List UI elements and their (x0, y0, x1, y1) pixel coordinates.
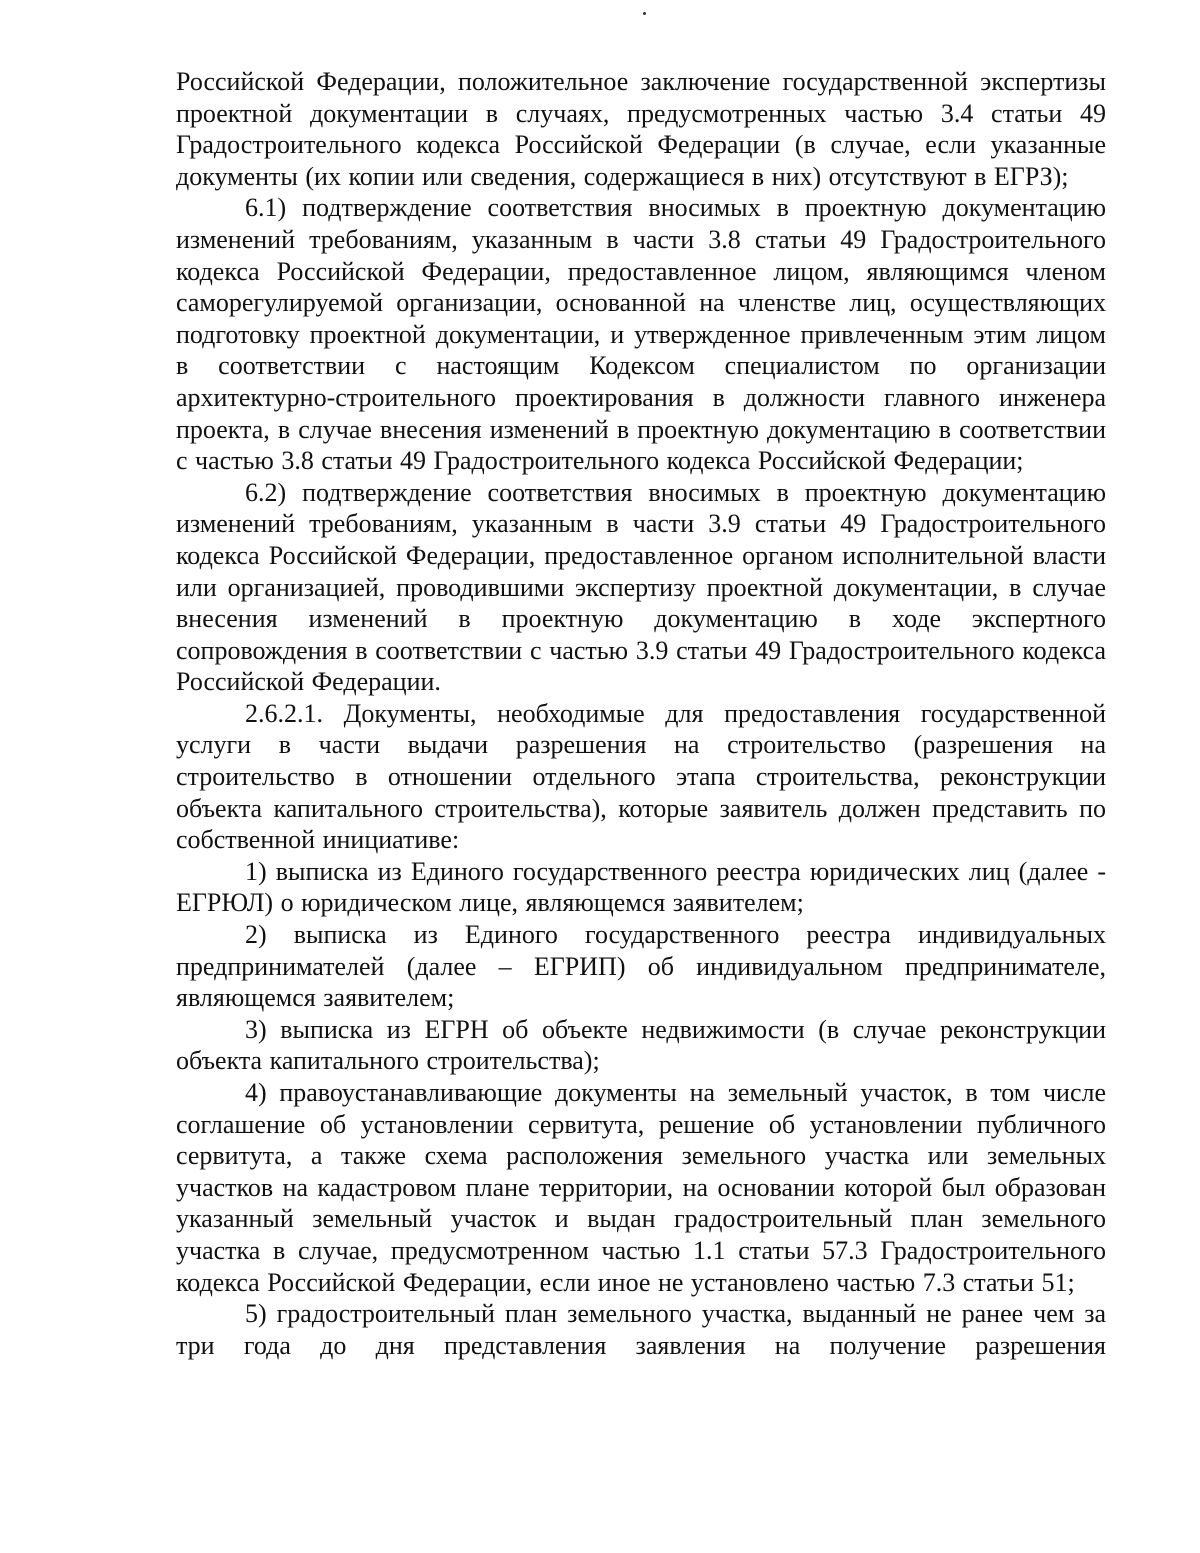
paragraph-item-6-1: 6.1) подтверждение соответствия вносимых в проектную документацию изменений требованиям, указанным в части 3.8 статьи 49 Градостроительного кодекса Российской Федерации, предоставленное лицом, являющимся членом саморегулируемой организации, основанной на членстве лиц, осуществляющих подготовку проектной документации, и утвержденное привлеченным этим лицом в соответствии с настоящим Кодексом специалистом по организации архитектурно-строительного проектирования в должности главного инженера проекта, в случае внесения изменений в проектную документацию в соответствии с частью 3.8 статьи 49 Градостроительного кодекса Российской Федерации; (176, 193, 1106, 476)
paragraph-item-2: 2) выписка из Единого государственного реестра индивидуальных предпринимателей (далее – ЕГРИП) об индивидуальном предпринимателе, являющемся заявителем; (176, 920, 1106, 1013)
paragraph-item-5: 5) градостроительный план земельного участка, выданный не ранее чем за три года до дня представления заявления на получение разрешения (176, 1299, 1106, 1360)
paragraph-item-3: 3) выписка из ЕГРН об объекте недвижимости (в случае реконструкции объекта капитального строительства); (176, 1014, 1106, 1076)
scan-speck (643, 12, 646, 15)
document-body (176, 66, 1106, 1361)
paragraph-item-6-2: 6.2) подтверждение соответствия вносимых в проектную документацию изменений требованиям, указанным в части 3.9 статьи 49 Градостроительного кодекса Российской Федерации, предоставленное органом исполнительной власти или организацией, проводившими экспертизу проектной документации, в случае внесения изменений в проектную документацию в ходе экспертного сопровождения в соответствии с частью 3.9 статьи 49 Градостроительного кодекса Российской Федерации. (176, 477, 1106, 697)
paragraph-continuation: Российской Федерации, положительное заключение государственной экспертизы проектной документации в случаях, предусмотренных частью 3.4 статьи 49 Градостроительного кодекса Российской Федерации (в случае, если указанные документы (их копии или сведения, содержащиеся в них) отсутствуют в ЕГРЗ); (176, 67, 1106, 191)
paragraph-item-4: 4) правоустанавливающие документы на земельный участок, в том числе соглашение об установлении сервитута, решение об установлении публичного сервитута, а также схема расположения земельного участка или земельных участков на кадастровом плане территории, на основании которой был образован указанный земельный участок и выдан градостроительный план земельного участка в случае, предусмотренном частью 1.1 статьи 57.3 Градостроительного кодекса Российской Федерации, если иное не установлено частью 7.3 статьи 51; (176, 1078, 1106, 1297)
paragraph-section-2-6-2-1: 2.6.2.1. Документы, необходимые для предоставления государственной услуги в части выдачи разрешения на строительство (разрешения на строительство в отношении отдельного этапа строительства, реконструкции объекта капитального строительства), которые заявитель должен представить по собственной инициативе: (176, 698, 1106, 855)
paragraph-item-1: 1) выписка из Единого государственного реестра юридических лиц (далее - ЕГРЮЛ) о юридическом лице, являющемся заявителем; (176, 856, 1106, 918)
